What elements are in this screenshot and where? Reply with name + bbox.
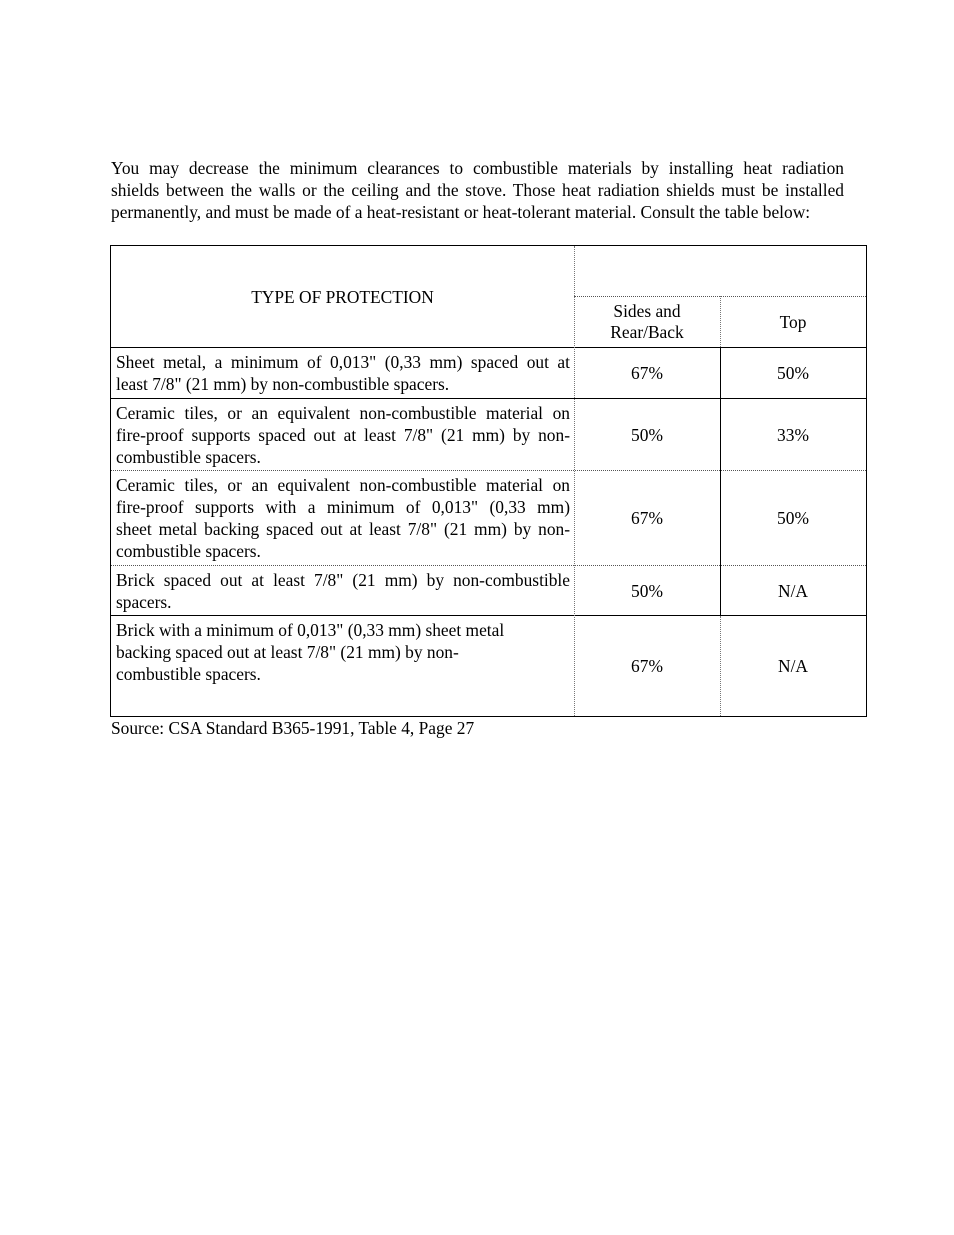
column-divider [720,616,721,716]
sides-value: 50% [631,424,663,445]
intro-line: shields between the walls or the ceiling and the stove. Those heat radiation shields must be installed [111,180,844,200]
type-of-protection-header: TYPE OF PROTECTION [251,286,434,307]
description-line: Ceramic tiles, or an equivalent non-combustible material on [116,403,570,423]
top-value: N/A [778,656,808,676]
description-line: Sheet metal, a minimum of 0,013" (0,33 mm) spaced out at [116,352,570,372]
description-line: backing spaced out at least 7/8" (21 mm) by non- [116,642,459,662]
description-line: combustible spacers. [116,541,261,561]
column-divider [720,347,721,470]
sides-value: 50% [631,580,663,601]
table-row-description [111,471,574,565]
description-line: spacers. [116,592,172,612]
column-divider [720,296,721,347]
sides-value: 67% [631,363,663,383]
column-divider [574,246,575,716]
description-line: least 7/8" (21 mm) by non-combustible spacers. [116,374,450,394]
column-divider [720,470,721,616]
table-row-description [111,566,574,615]
description-line: combustible spacers. [116,664,261,684]
description-line: combustible spacers. [116,447,261,467]
top-header: Top [779,312,807,332]
protection-table [110,245,867,717]
intro-paragraph [111,157,844,223]
intro-line: permanently, and must be made of a heat-resistant or heat-tolerant material. Consult the table below: [111,202,811,222]
description-line: Brick with a minimum of 0,013" (0,33 mm) sheet metal [116,620,505,640]
description-line: Brick spaced out at least 7/8" (21 mm) by non-combustible [116,570,570,590]
table-row-description [111,616,574,716]
description-line: Ceramic tiles, or an equivalent non-combustible material on [116,475,570,495]
sides-value: 67% [631,508,663,528]
intro-line: You may decrease the minimum clearances to combustible materials by installing heat radiation [111,158,844,178]
table-row-description [111,348,574,398]
description-line: fire-proof supports with a minimum of 0,013" (0,33 mm) [116,497,570,517]
sides-value: 67% [631,656,663,676]
table-row-description [111,399,574,470]
top-value: 50% [777,363,809,383]
top-value: 50% [777,508,809,528]
description-line: fire-proof supports spaced out at least 7/8" (21 mm) by non- [116,425,570,445]
description-line: sheet metal backing spaced out at least 7/8" (21 mm) by non- [116,519,570,539]
top-value: 33% [777,424,809,445]
sides-header-line: Sides and [613,301,681,321]
sides-header-line: Rear/Back [610,322,684,342]
source-citation: Source: CSA Standard B365-1991, Table 4, Page 27 [111,718,475,738]
sides-rear-back-header [574,297,720,347]
top-value: N/A [778,580,808,601]
